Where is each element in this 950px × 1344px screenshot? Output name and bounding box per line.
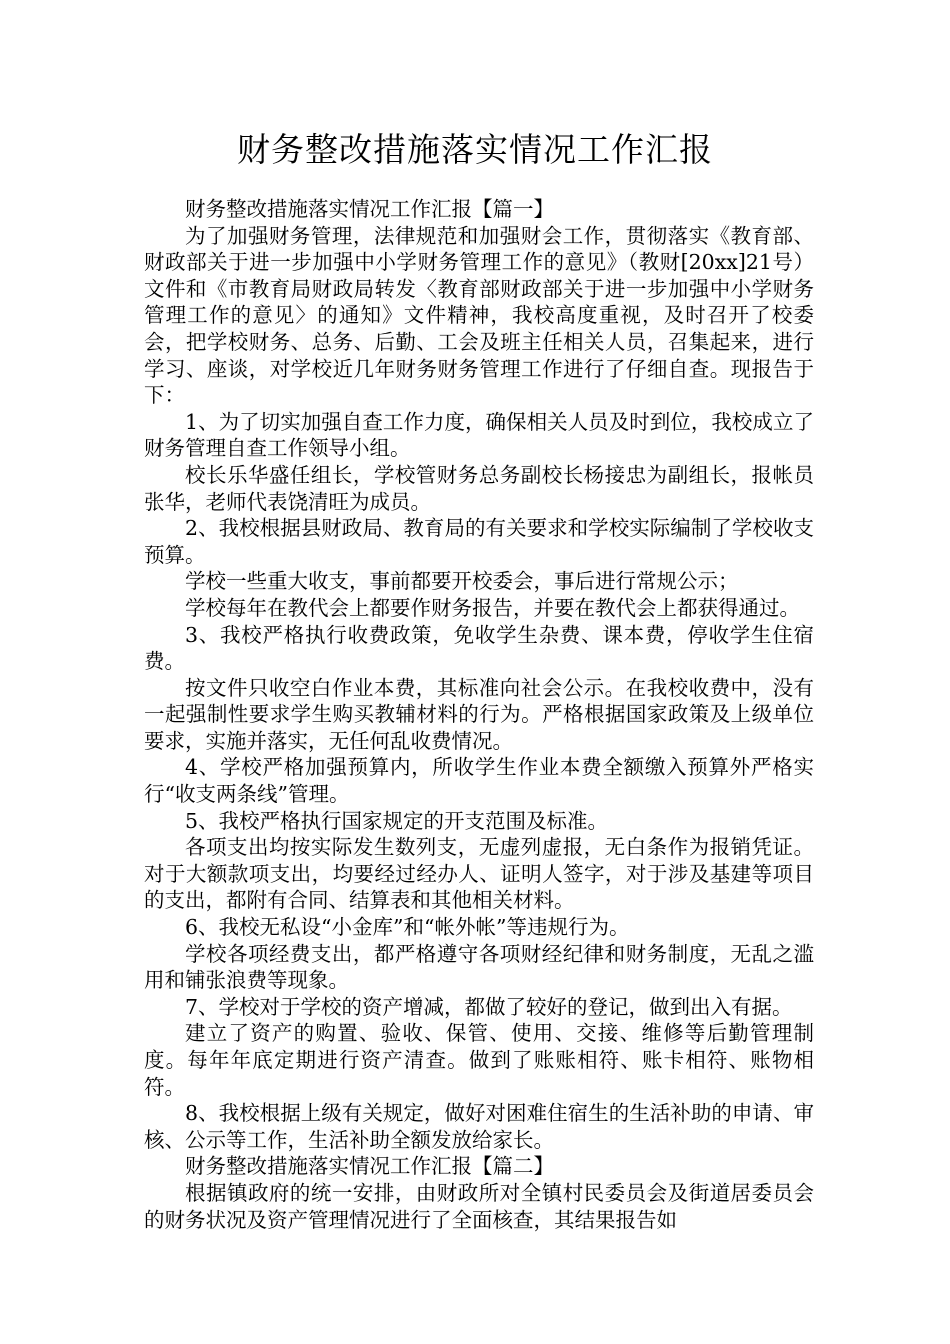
paragraph: 校长乐华盛任组长，学校管财务总务副校长杨接忠为副组长，报帐员张华，老师代表饶清旺为成员。 — [144, 462, 814, 514]
paragraph: 8、我校根据上级有关规定，做好对困难住宿生的生活补助的申请、审核、公示等工作，生活补助全额发放给家长。 — [144, 1101, 814, 1152]
paragraph: 4、学校严格加强预算内，所收学生作业本费全额缴入预算外严格实行“收支两条线”管理。 — [144, 755, 814, 807]
paragraph: 1、为了切实加强自查工作力度，确保相关人员及时到位，我校成立了财务管理自查工作领导小组。 — [144, 409, 814, 461]
section-heading-1: 财务整改措施落实情况工作汇报【篇一】 — [185, 197, 554, 221]
paragraph: 5、我校严格执行国家规定的开支范围及标准。 — [185, 808, 609, 833]
paragraph: 7、学校对于学校的资产增减，都做了较好的登记，做到出入有据。 — [185, 994, 793, 1019]
section-heading-2: 财务整改措施落实情况工作汇报【篇二】 — [185, 1154, 554, 1179]
paragraph: 按文件只收空白作业本费，其标准向社会公示。在我校收费中，没有一起强制性要求学生购买教辅材料的行为。严格根据国家政策及上级单位要求，实施并落实，无任何乱收费情况。 — [144, 675, 814, 753]
paragraph: 学校一些重大收支，事前都要开校委会，事后进行常规公示； — [185, 569, 739, 594]
paragraph: 根据镇政府的统一安排，由财政所对全镇村民委员会及街道居委员会的财务状况及资产管理情况进行了全面核查，其结果报告如 — [144, 1180, 814, 1232]
paragraph: 为了加强财务管理，法律规范和加强财会工作，贯彻落实《教育部、财政部关于进一步加强中小学财务管理工作的意见》（教财[20xx]21号）文件和《市教育局财政局转发〈教育部财政部关于进一步加强中小学财务管理工作的意见〉的通知》文件精神，我校高度重视，及时召开了校委会，把学校财务、总务、后勤、工会及班主任相关人员，召集起来，进行学习、座谈，对学校近几年财务财务管理工作进行了仔细自查。现报告于下： — [144, 223, 814, 408]
paragraph: 各项支出均按实际发生数列支，无虚列虚报，无白条作为报销凭证。对于大额款项支出，均要经过经办人、证明人签字，对于涉及基建等项目的支出，都附有合同、结算表和其他相关材料。 — [144, 835, 814, 913]
paragraph: 2、我校根据县财政局、教育局的有关要求和学校实际编制了学校收支预算。 — [144, 516, 814, 567]
paragraph: 建立了资产的购置、验收、保管、使用、交接、维修等后勤管理制度。每年年底定期进行资产清查。做到了账账相符、账卡相符、账物相符。 — [144, 1021, 814, 1099]
paragraph: 学校各项经费支出，都严格遵守各项财经纪律和财务制度，无乱之滥用和铺张浪费等现象。 — [144, 941, 814, 993]
document-body — [144, 196, 814, 1233]
paragraph: 学校每年在教代会上都要作财务报告，并要在教代会上都获得通过。 — [185, 595, 800, 620]
paragraph: 6、我校无私设“小金库”和“帐外帐”等违规行为。 — [185, 915, 630, 940]
paragraph: 3、我校严格执行收费政策，免收学生杂费、课本费，停收学生住宿费。 — [144, 622, 814, 674]
document-title: 财务整改措施落实情况工作汇报 — [237, 130, 713, 169]
